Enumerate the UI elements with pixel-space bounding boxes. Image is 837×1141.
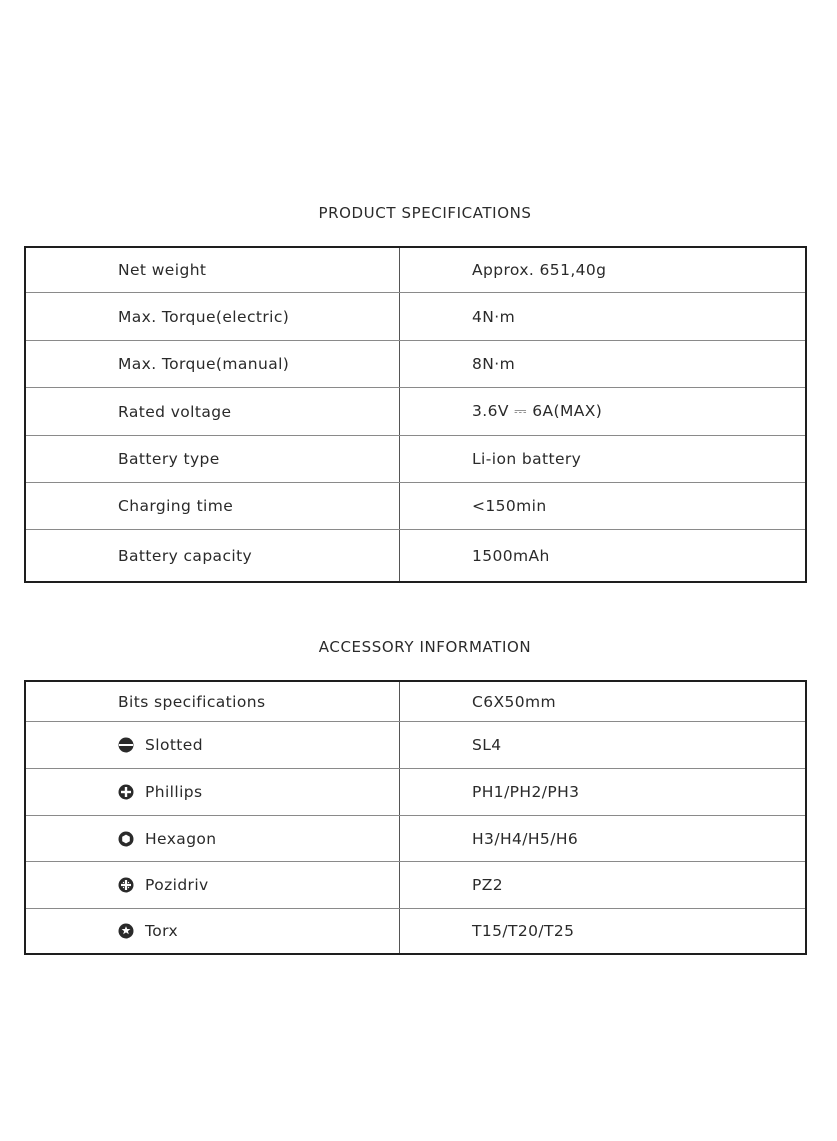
accessory-label: Pozidriv (118, 862, 209, 908)
accessory-information-title: ACCESSORY INFORMATION (318, 638, 532, 656)
spec-value: 3.6V ⎓ 6A(MAX) (472, 402, 603, 420)
hexagon-icon (118, 831, 134, 847)
spec-label: Max. Torque(electric) (118, 307, 290, 326)
torx-icon (118, 923, 134, 939)
spec-row-rated-voltage (26, 388, 805, 436)
spec-value: <150min (472, 497, 547, 515)
spec-label: Charging time (118, 497, 234, 515)
spec-value: 4N·m (472, 307, 516, 326)
spec-row-battery-capacity (26, 530, 805, 581)
accessory-label: Torx (118, 909, 178, 953)
accessory-row-hexagon (26, 816, 805, 862)
accessory-label: Hexagon (118, 816, 217, 861)
slotted-icon (118, 737, 134, 753)
spec-row-battery-type (26, 436, 805, 483)
accessory-value: C6X50mm (472, 692, 557, 711)
spec-label: Battery capacity (118, 546, 253, 565)
spec-label: Max. Torque(manual) (118, 355, 290, 373)
accessory-value: SL4 (472, 736, 502, 754)
accessory-row-bits-specifications (26, 682, 805, 722)
spec-label: Net weight (118, 261, 207, 279)
spec-label: Rated voltage (118, 402, 232, 421)
spec-value: 1500mAh (472, 546, 550, 565)
product-specifications-table (24, 246, 807, 583)
spec-row-max-torque-manual (26, 341, 805, 388)
accessory-label: Slotted (118, 722, 203, 768)
phillips-icon (118, 784, 134, 800)
spec-row-charging-time (26, 483, 805, 530)
accessory-row-slotted (26, 722, 805, 769)
accessory-row-phillips (26, 769, 805, 816)
spec-value: 8N·m (472, 355, 516, 373)
product-specifications-title: PRODUCT SPECIFICATIONS (318, 204, 532, 222)
spec-row-net-weight (26, 248, 805, 293)
accessory-value: H3/H4/H5/H6 (472, 829, 579, 848)
spec-value: Li-ion battery (472, 450, 582, 468)
accessory-label: Bits specifications (118, 692, 266, 711)
spec-value: Approx. 651,40g (472, 261, 607, 279)
accessory-value: T15/T20/T25 (472, 922, 575, 940)
accessory-information-table (24, 680, 807, 955)
accessory-value: PH1/PH2/PH3 (472, 783, 580, 801)
accessory-row-pozidriv (26, 862, 805, 909)
accessory-row-torx (26, 909, 805, 953)
accessory-label: Phillips (118, 769, 203, 815)
pozidriv-icon (118, 877, 134, 893)
accessory-value: PZ2 (472, 876, 504, 894)
spec-row-max-torque-electric (26, 293, 805, 341)
spec-label: Battery type (118, 450, 220, 468)
